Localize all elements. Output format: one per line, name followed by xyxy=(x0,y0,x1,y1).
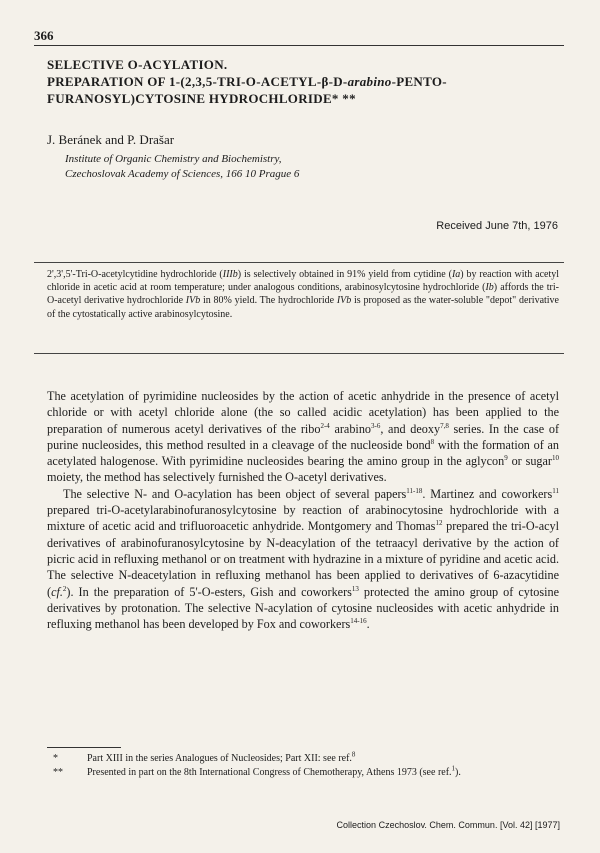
title-arabino: arabino xyxy=(347,74,392,89)
title-line-3: FURANOSYL)CYTOSINE HYDROCHLORIDE* ** xyxy=(47,91,356,106)
paragraph-1: The acetylation of pyrimidine nucleosides by the action of acetic anhydride in the presence of acetyl chloride or with acetyl chloride alone (the so called acidic acetylation) has been applied to the preparation of numerous acetyl derivatives of the ribo$^{2-4}$ arabino$^{3-6}$, and deoxy$^{7,8}$ series. In the case of purine nucleosides, this method resulted in a cleavage of the nucleoside bond$^8$ with the formation of an acetylated halogenose. With pyrimidine nucleosides bearing the amino group in the aglycon$^9$ or sugar$^{10}$ moiety, the method has selectively furnished the O-acetyl derivatives. xyxy=(47,389,560,485)
authors: J. Beránek and P. Drašar xyxy=(47,132,175,147)
abstract-rule-bottom xyxy=(34,353,564,354)
article-body xyxy=(47,388,559,632)
affiliation-line-2: Czechoslovak Academy of Sciences, 166 10 Prague 6 xyxy=(65,168,300,180)
page-number: 366 xyxy=(34,28,54,43)
header-rule xyxy=(34,45,564,46)
abstract: 2',3',5'-Tri-O-acetylcytidine hydrochloride (IIIb) is selectively obtained in 91% yield from cytidine (Ia) by reaction with acetyl chloride in acetic acid at room temperature; under analogous conditions, arabinosylcytosine hydrochloride (Ib) affords the tri-O-acetyl derivative hydrochloride IVb in 80% yield. The hydrochloride IVb is proposed as the water-soluble "depot" derivative of the cytostatically active arabinosylcytosine. xyxy=(47,269,560,320)
journal-citation: Collection Czechoslov. Chem. Commun. [Vol. 42] [1977] xyxy=(336,820,560,830)
title-line-2-end: -PENTO- xyxy=(391,74,447,89)
footnotes xyxy=(47,752,559,779)
abstract-rule-top xyxy=(34,262,564,263)
footnote-2: ** Presented in part on the 8th International Congress of Chemotherapy, Athens 1973 (see ref.$^1$). xyxy=(53,764,461,778)
article-title xyxy=(47,56,527,107)
title-line-1: SELECTIVE O-ACYLATION. xyxy=(47,57,228,72)
paragraph-2: The selective N- and O-acylation has been object of several papers$^{11-18}$. Martinez and coworkers$^{11}$ prepared tri-O-acetylarabinofuranosylcytosine by reaction of arabinocytosine hydrochloride with a mixture of acetic acid and trifluoroacetic anhydride. Montgomery and Thomas$^{12}$ prepared the tri-O-acyl derivatives of arabinofuranosylcytosine by N-deacylation of the tetraacyl derivative by the action of picric acid in refluxing methanol or on treatment with hydrazine in a mixture of pyridine and acetic acid. The selective N-deacetylation in refluxing methanol has been applied to derivatives of 6-azacytidine (cf.$^2$). In the preparation of 5'-O-esters, Gish and coworkers$^{13}$ protected the amino group of cytosine derivatives by protonation. The selective N-acylation of cytosine nucleosides with acetic anhydride in refluxing methanol has been developed by Fox and coworkers$^{14-16}$. xyxy=(47,486,559,632)
received-date: Received June 7th, 1976 xyxy=(436,220,558,232)
title-line-2 xyxy=(47,73,527,90)
title-line-2-text: PREPARATION OF 1-(2,3,5-TRI-O-ACETYL-β-D- xyxy=(47,74,348,89)
affiliation xyxy=(65,152,299,182)
affiliation-line-1: Institute of Organic Chemistry and Biochemistry, xyxy=(65,153,282,165)
footnote-rule xyxy=(47,747,121,748)
footnote-1: * Part XIII in the series Analogues of Nucleosides; Part XII: see ref.$^8$ xyxy=(53,750,356,764)
